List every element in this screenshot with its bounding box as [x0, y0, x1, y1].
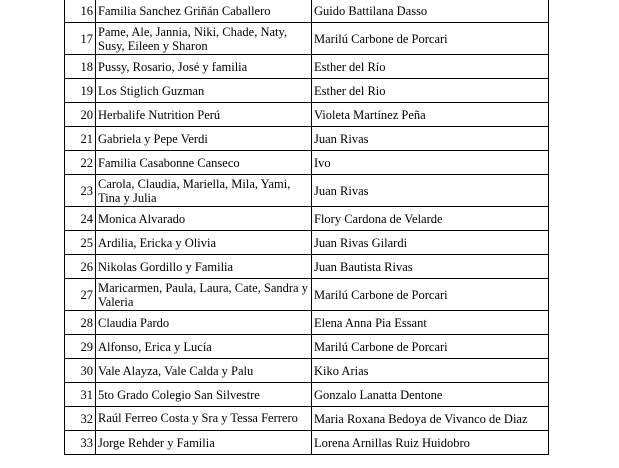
table-row [65, 127, 549, 151]
table-row [65, 79, 549, 103]
row-number: 22 [65, 151, 96, 175]
recipient-name: Flory Cardona de Velarde [312, 207, 549, 231]
donor-name: Jorge Rehder y Familia [96, 431, 312, 455]
table-row [65, 359, 549, 383]
donor-table [64, 0, 549, 455]
recipient-name: Juan Rivas [312, 127, 549, 151]
table-row [65, 207, 549, 231]
row-number: 16 [65, 0, 96, 23]
donor-name: Herbalife Nutrition Perú [96, 103, 312, 127]
donor-name: Pussy, Rosario, José y familia [96, 55, 312, 79]
recipient-name: Marilú Carbone de Porcari [312, 335, 549, 359]
table-row [65, 335, 549, 359]
donor-name: Claudia Pardo [96, 311, 312, 335]
table-row [65, 0, 549, 23]
table-row [65, 431, 549, 455]
row-number: 18 [65, 55, 96, 79]
donor-name: Nikolas Gordillo y Familia [96, 255, 312, 279]
table-row [65, 23, 549, 55]
row-number: 17 [65, 23, 96, 55]
donor-name: Ardilia, Ericka y Olivia [96, 231, 312, 255]
row-number: 20 [65, 103, 96, 127]
recipient-name: Ivo [312, 151, 549, 175]
donor-name: Maricarmen, Paula, Laura, Cate, Sandra y Valeria [96, 279, 312, 311]
recipient-name: Esther del Rio [312, 79, 549, 103]
row-number: 28 [65, 311, 96, 335]
row-number: 26 [65, 255, 96, 279]
donor-name: Alfonso, Erica y Lucía [96, 335, 312, 359]
row-number: 19 [65, 79, 96, 103]
row-number: 25 [65, 231, 96, 255]
recipient-name: Guido Battilana Dasso [312, 0, 549, 23]
recipient-name: Marilú Carbone de Porcari [312, 279, 549, 311]
table-row [65, 231, 549, 255]
row-number: 29 [65, 335, 96, 359]
donor-name: Monica Alvarado [96, 207, 312, 231]
donor-name: Raúl Ferreo Costa y Sra y Tessa Ferrero [96, 407, 312, 431]
table-row [65, 151, 549, 175]
donor-table-body [65, 0, 549, 455]
donor-name: Carola, Claudia, Mariella, Mila, Yami, Tina y Julia [96, 175, 312, 207]
donor-name: Los Stiglich Guzman [96, 79, 312, 103]
donor-name: Pame, Ale, Jannia, Niki, Chade, Naty, Susy, Eileen y Sharon [96, 23, 312, 55]
row-number: 24 [65, 207, 96, 231]
recipient-name: Lorena Arnillas Ruiz Huidobro [312, 431, 549, 455]
row-number: 31 [65, 383, 96, 407]
row-number: 23 [65, 175, 96, 207]
recipient-name: Kiko Arias [312, 359, 549, 383]
recipient-name: Juan Rivas [312, 175, 549, 207]
donor-name: Vale Alayza, Vale Calda y Palu [96, 359, 312, 383]
table-row [65, 407, 549, 431]
table-row [65, 103, 549, 127]
recipient-name: Elena Anna Pia Essant [312, 311, 549, 335]
table-row [65, 255, 549, 279]
table-row [65, 383, 549, 407]
donor-name: Gabriela y Pepe Verdi [96, 127, 312, 151]
recipient-name: Marilú Carbone de Porcari [312, 23, 549, 55]
row-number: 33 [65, 431, 96, 455]
table-row [65, 311, 549, 335]
recipient-name: Esther del Río [312, 55, 549, 79]
row-number: 27 [65, 279, 96, 311]
row-number: 32 [65, 407, 96, 431]
table-row [65, 279, 549, 311]
donor-name: 5to Grado Colegio San Silvestre [96, 383, 312, 407]
row-number: 30 [65, 359, 96, 383]
donor-name: Familia Casabonne Canseco [96, 151, 312, 175]
recipient-name: Juan Rivas Gilardi [312, 231, 549, 255]
recipient-name: Violeta Martínez Peña [312, 103, 549, 127]
recipient-name: Maria Roxana Bedoya de Vivanco de Diaz [312, 407, 549, 431]
recipient-name: Gonzalo Lanatta Dentone [312, 383, 549, 407]
recipient-name: Juan Bautista Rivas [312, 255, 549, 279]
donor-name: Familia Sanchez Griñán Caballero [96, 0, 312, 23]
row-number: 21 [65, 127, 96, 151]
table-row [65, 55, 549, 79]
table-row [65, 175, 549, 207]
